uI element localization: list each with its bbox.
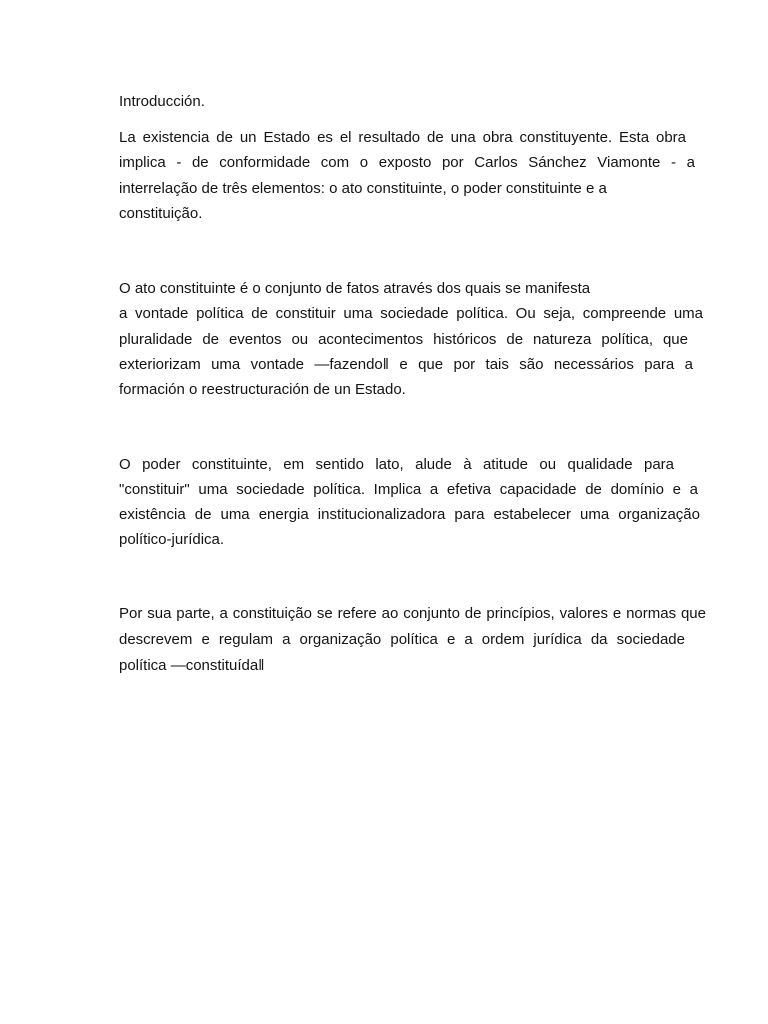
text-line: a vontade política de constituir uma sociedade política. Ou seja, compreende uma xyxy=(119,305,703,322)
text-line: política ―constituída‖ xyxy=(119,657,265,674)
text-line: "constituir" uma sociedade política. Implica a efetiva capacidade de domínio e a xyxy=(119,481,698,498)
text-line: implica - de conformidade com o exposto por Carlos Sánchez Viamonte - a xyxy=(119,154,695,171)
text-line: La existencia de un Estado es el resultado de una obra constituyente. Esta obra xyxy=(119,129,686,146)
text-line: O ato constituinte é o conjunto de fatos através dos quais se manifesta xyxy=(119,280,591,297)
text-line: Por sua parte, a constituição se refere ao conjunto de princípios, valores e normas que xyxy=(119,605,706,622)
text-line: exteriorizam uma vontade ―fazendo‖ e que por tais são necessários para a xyxy=(119,356,693,373)
text-line: político-jurídica. xyxy=(119,531,225,548)
text-line: O poder constituinte, em sentido lato, alude à atitude ou qualidade para xyxy=(119,456,675,473)
text-line: constituição. xyxy=(119,205,203,222)
text-line: pluralidade de eventos ou acontecimentos históricos de natureza política, que xyxy=(119,331,688,348)
text-line: existência de uma energia institucionalizadora para estabelecer uma organização xyxy=(119,506,700,523)
text-line: descrevem e regulam a organização política e a ordem jurídica da sociedade xyxy=(119,631,685,648)
text-line: interrelação de três elementos: o ato constituinte, o poder constituinte e a xyxy=(119,180,607,197)
text-line: formación o reestructuración de un Estado. xyxy=(119,381,406,398)
page-heading: Introducción. xyxy=(119,93,205,110)
